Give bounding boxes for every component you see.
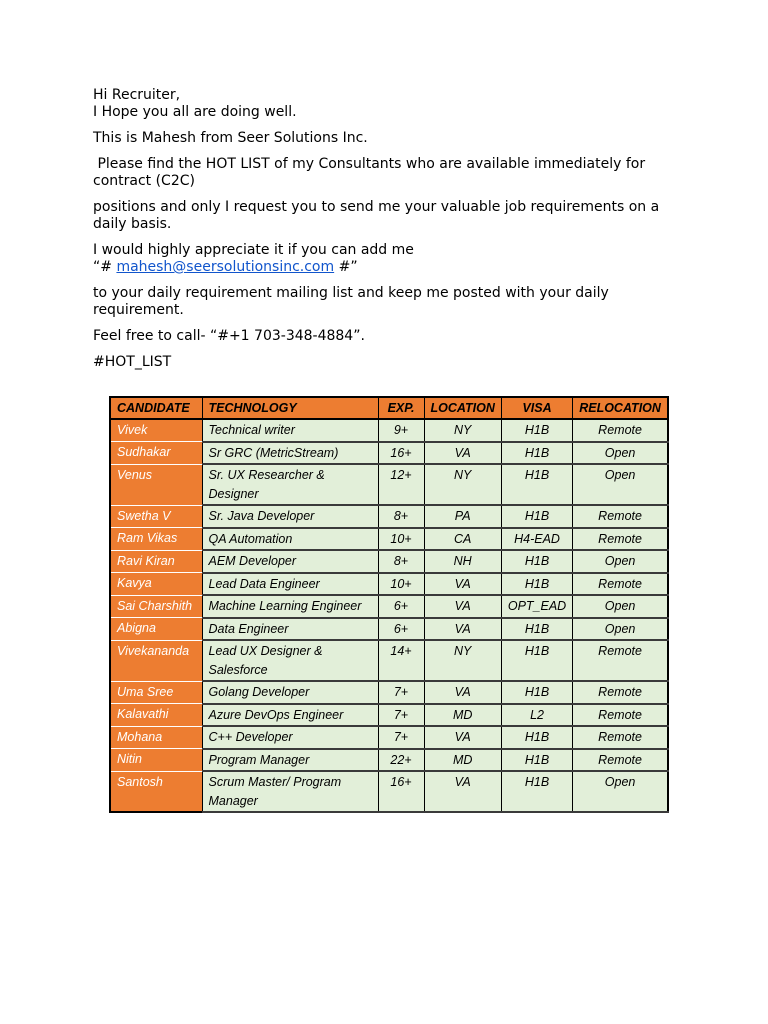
email-suffix: #”	[334, 259, 358, 275]
cell-visa: H1B	[501, 464, 572, 505]
cell-candidate: Santosh	[110, 771, 202, 812]
cell-candidate: Ravi Kiran	[110, 550, 202, 573]
cell-relocation: Remote	[573, 573, 668, 596]
cell-relocation: Remote	[573, 681, 668, 704]
positions-text: positions and only I request you to send me your valuable job requirements on a daily basis.	[93, 199, 660, 232]
cell-candidate: Uma Sree	[110, 681, 202, 704]
cell-experience: 7+	[378, 726, 424, 749]
cell-experience: 10+	[378, 573, 424, 596]
cell-candidate: Vivekananda	[110, 640, 202, 681]
cell-relocation: Remote	[573, 749, 668, 772]
cell-visa: H1B	[501, 726, 572, 749]
cell-relocation: Open	[573, 442, 668, 465]
cell-candidate: Mohana	[110, 726, 202, 749]
cell-technology: Scrum Master/ Program Manager	[202, 771, 378, 812]
cell-experience: 10+	[378, 528, 424, 551]
cell-visa: H1B	[501, 640, 572, 681]
table-row	[110, 771, 668, 812]
cell-candidate: Kavya	[110, 573, 202, 596]
table-row	[110, 505, 668, 528]
cell-technology: Sr. Java Developer	[202, 505, 378, 528]
add-me-block	[93, 242, 683, 276]
cell-experience: 14+	[378, 640, 424, 681]
cell-experience: 16+	[378, 442, 424, 465]
cell-visa: H1B	[501, 442, 572, 465]
cell-technology: AEM Developer	[202, 550, 378, 573]
cell-visa: H1B	[501, 681, 572, 704]
header-technology: TECHNOLOGY	[202, 397, 378, 419]
call-text: Feel free to call- “#+1 703-348-4884”.	[93, 328, 365, 344]
cell-technology: Data Engineer	[202, 618, 378, 641]
cell-visa: H1B	[501, 505, 572, 528]
cell-location: VA	[424, 573, 501, 596]
cell-location: MD	[424, 749, 501, 772]
cell-technology: Golang Developer	[202, 681, 378, 704]
cell-relocation: Remote	[573, 505, 668, 528]
cell-technology: Machine Learning Engineer	[202, 595, 378, 618]
table-row	[110, 640, 668, 681]
cell-location: NY	[424, 464, 501, 505]
table-row	[110, 704, 668, 727]
cell-location: VA	[424, 442, 501, 465]
cell-candidate: Swetha V	[110, 505, 202, 528]
cell-location: VA	[424, 726, 501, 749]
cell-relocation: Open	[573, 595, 668, 618]
table-row	[110, 573, 668, 596]
header-location: LOCATION	[424, 397, 501, 419]
table-row	[110, 528, 668, 551]
mailing-list-text: to your daily requirement mailing list and keep me posted with your daily requirement.	[93, 285, 609, 318]
email-link[interactable]: mahesh@seersolutionsinc.com	[116, 259, 335, 275]
cell-location: NH	[424, 550, 501, 573]
table-row	[110, 550, 668, 573]
cell-location: NY	[424, 640, 501, 681]
cell-location: PA	[424, 505, 501, 528]
table-row	[110, 464, 668, 505]
cell-visa: OPT_EAD	[501, 595, 572, 618]
cell-candidate: Abigna	[110, 618, 202, 641]
cell-technology: Sr GRC (MetricStream)	[202, 442, 378, 465]
cell-visa: H4-EAD	[501, 528, 572, 551]
cell-technology: Technical writer	[202, 419, 378, 442]
cell-location: NY	[424, 419, 501, 442]
cell-visa: H1B	[501, 771, 572, 812]
cell-candidate: Sudhakar	[110, 442, 202, 465]
header-experience: EXP.	[378, 397, 424, 419]
cell-relocation: Open	[573, 618, 668, 641]
hotlist-intro-text: Please find the HOT LIST of my Consultants who are available immediately for contract (C2C)	[93, 156, 646, 189]
cell-candidate: Venus	[110, 464, 202, 505]
cell-experience: 6+	[378, 618, 424, 641]
cell-relocation: Remote	[573, 704, 668, 727]
cell-technology: Program Manager	[202, 749, 378, 772]
table-row	[110, 749, 668, 772]
cell-relocation: Remote	[573, 726, 668, 749]
cell-candidate: Vivek	[110, 419, 202, 442]
cell-experience: 12+	[378, 464, 424, 505]
cell-location: VA	[424, 618, 501, 641]
header-relocation: RELOCATION	[573, 397, 668, 419]
cell-experience: 6+	[378, 595, 424, 618]
cell-relocation: Open	[573, 550, 668, 573]
table-row	[110, 618, 668, 641]
cell-technology: Sr. UX Researcher & Designer	[202, 464, 378, 505]
cell-experience: 22+	[378, 749, 424, 772]
cell-relocation: Open	[573, 464, 668, 505]
cell-experience: 8+	[378, 550, 424, 573]
table-row	[110, 595, 668, 618]
table-row	[110, 419, 668, 442]
table-row	[110, 681, 668, 704]
cell-location: VA	[424, 681, 501, 704]
cell-location: CA	[424, 528, 501, 551]
table-row	[110, 442, 668, 465]
email-body	[93, 87, 683, 380]
cell-relocation: Remote	[573, 419, 668, 442]
cell-experience: 9+	[378, 419, 424, 442]
greeting-block	[93, 87, 683, 121]
cell-visa: H1B	[501, 618, 572, 641]
cell-technology: Azure DevOps Engineer	[202, 704, 378, 727]
header-visa: VISA	[501, 397, 572, 419]
cell-technology: QA Automation	[202, 528, 378, 551]
cell-technology: C++ Developer	[202, 726, 378, 749]
email-prefix: “#	[93, 259, 117, 275]
hotlist-table	[109, 396, 669, 813]
table-row	[110, 726, 668, 749]
table-header-row	[110, 397, 668, 419]
cell-experience: 7+	[378, 681, 424, 704]
cell-candidate: Ram Vikas	[110, 528, 202, 551]
cell-location: MD	[424, 704, 501, 727]
cell-technology: Lead Data Engineer	[202, 573, 378, 596]
appreciate-text: I would highly appreciate it if you can add me	[93, 242, 414, 258]
cell-relocation: Remote	[573, 640, 668, 681]
cell-experience: 16+	[378, 771, 424, 812]
cell-visa: H1B	[501, 419, 572, 442]
cell-visa: L2	[501, 704, 572, 727]
cell-visa: H1B	[501, 550, 572, 573]
intro-text: This is Mahesh from Seer Solutions Inc.	[93, 130, 368, 146]
cell-location: VA	[424, 771, 501, 812]
hotlist-table-body	[110, 419, 668, 812]
cell-technology: Lead UX Designer & Salesforce	[202, 640, 378, 681]
cell-candidate: Nitin	[110, 749, 202, 772]
cell-candidate: Sai Charshith	[110, 595, 202, 618]
cell-experience: 8+	[378, 505, 424, 528]
header-candidate: CANDIDATE	[110, 397, 202, 419]
cell-visa: H1B	[501, 749, 572, 772]
cell-candidate: Kalavathi	[110, 704, 202, 727]
cell-relocation: Remote	[573, 528, 668, 551]
wellwish-text: I Hope you all are doing well.	[93, 104, 297, 120]
greeting-text: Hi Recruiter,	[93, 87, 181, 103]
cell-visa: H1B	[501, 573, 572, 596]
cell-relocation: Open	[573, 771, 668, 812]
cell-experience: 7+	[378, 704, 424, 727]
hotlist-hashtag: #HOT_LIST	[93, 354, 172, 370]
cell-location: VA	[424, 595, 501, 618]
